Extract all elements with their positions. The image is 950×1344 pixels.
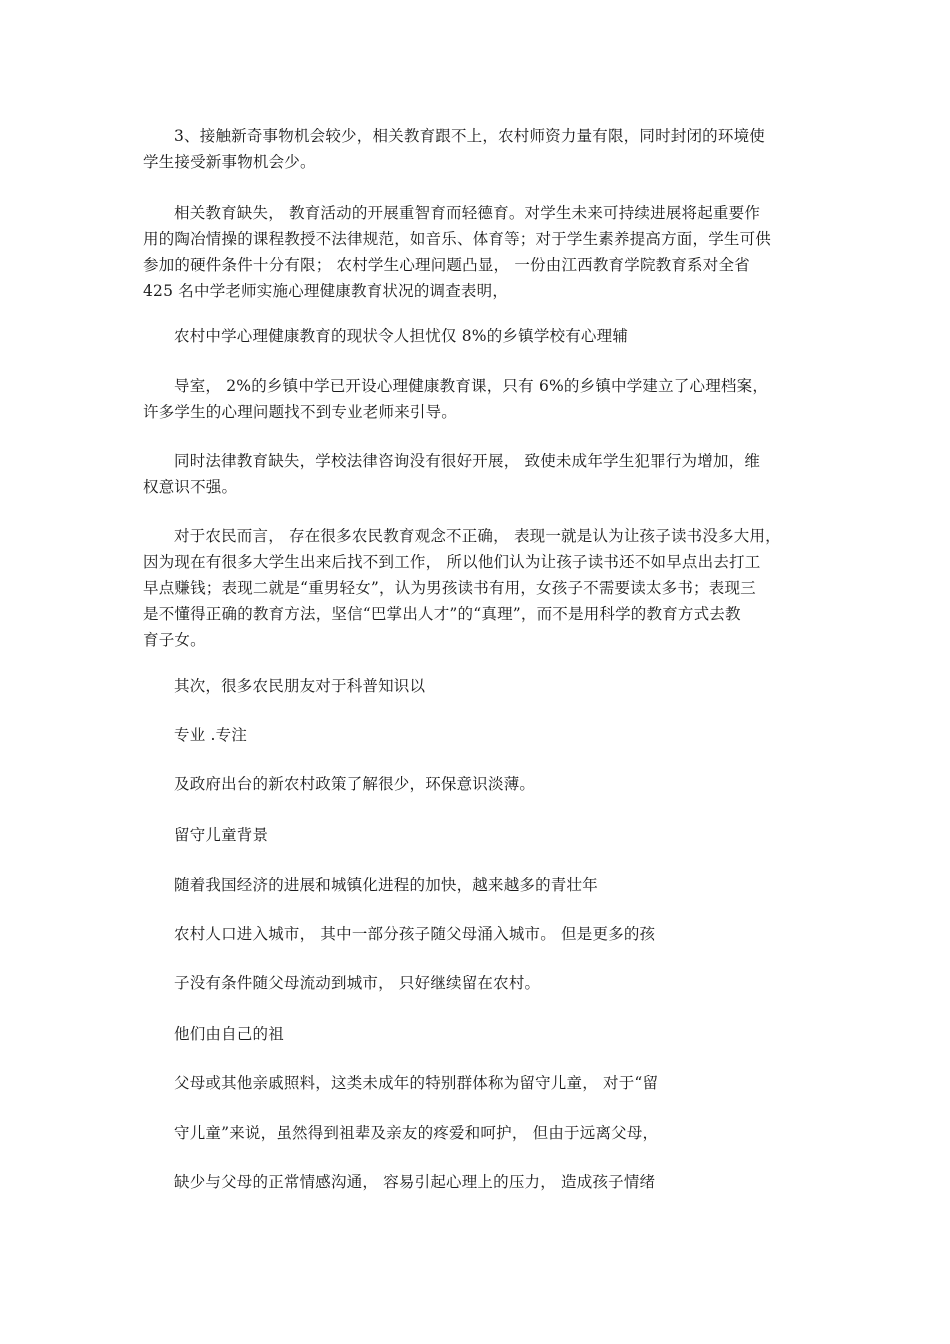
text-line: 缺少与父母的正常情感沟通， 容易引起心理上的压力， 造成孩子情绪 bbox=[174, 1173, 656, 1191]
text-line: 农村人口进入城市， 其中一部分孩子随父母涌入城市。 但是更多的孩 bbox=[174, 925, 656, 943]
text-line: 他们由自己的祖 bbox=[174, 1025, 284, 1043]
text-line: 是不懂得正确的教育方法，坚信“巴掌出人才”的“真理”，而不是用科学的教育方式去教 bbox=[143, 605, 741, 623]
text-line: 子没有条件随父母流动到城市， 只好继续留在农村。 bbox=[174, 974, 541, 992]
paragraph-2 bbox=[143, 200, 811, 304]
paragraph-5 bbox=[143, 448, 811, 500]
text-line: 专业 .专注 bbox=[174, 726, 248, 744]
paragraph-6 bbox=[143, 523, 811, 653]
text-line: 父母或其他亲戚照料，这类未成年的特别群体称为留守儿童， 对于“留 bbox=[174, 1074, 659, 1092]
text-line: 随着我国经济的进展和城镇化进程的加快，越来越多的青壮年 bbox=[174, 876, 598, 894]
text-line: 同时法律教育缺失，学校法律咨询没有很好开展， 致使未成年学生犯罪行为增加，维 bbox=[174, 452, 761, 470]
text-line: 3、接触新奇事物机会较少，相关教育跟不上，农村师资力量有限，同时封闭的环境使 bbox=[174, 127, 765, 145]
text-line: 及政府出台的新农村政策了解很少，环保意识淡薄。 bbox=[174, 775, 536, 793]
text-line: 许多学生的心理问题找不到专业老师来引导。 bbox=[143, 403, 458, 421]
text-line: 其次，很多农民朋友对于科普知识以 bbox=[174, 677, 426, 695]
paragraph-1 bbox=[143, 123, 811, 175]
text-line: 相关教育缺失， 教育活动的开展重智育而轻德育。对学生未来可持续进展将起重要作 bbox=[174, 204, 761, 222]
text-line: 因为现在有很多大学生出来后找不到工作， 所以他们认为让孩子读书还不如早点出去打工 bbox=[143, 553, 761, 571]
text-line: 育子女。 bbox=[143, 631, 206, 649]
text-line: 用的陶冶情操的课程教授不法律规范，如音乐、体育等；对于学生素养提高方面，学生可供 bbox=[143, 230, 772, 248]
text-line: 对于农民而言， 存在很多农民教育观念不正确， 表现一就是认为让孩子读书没多大用， bbox=[174, 527, 781, 545]
text-line: 早点赚钱；表现二就是“重男轻女”，认为男孩读书有用，女孩子不需要读太多书；表现三 bbox=[143, 579, 756, 597]
text-line: 425 名中学老师实施心理健康教育状况的调查表明， bbox=[143, 282, 509, 300]
text-line: 守儿童”来说，虽然得到祖辈及亲友的疼爱和呵护， 但由于远离父母， bbox=[174, 1124, 659, 1142]
paragraph-4 bbox=[143, 373, 811, 425]
text-line: 农村中学心理健康教育的现状令人担忧仅 8%的乡镇学校有心理辅 bbox=[174, 327, 629, 345]
text-line: 权意识不强。 bbox=[143, 478, 238, 496]
paragraph-3 bbox=[143, 323, 811, 349]
text-line: 导室， 2%的乡镇中学已开设心理健康教育课，只有 6%的乡镇中学建立了心理档案， bbox=[174, 377, 769, 395]
section-heading: 留守儿童背景 bbox=[174, 826, 269, 844]
text-line: 参加的硬件条件十分有限； 农村学生心理问题凸显， 一份由江西教育学院教育系对全省 bbox=[143, 256, 750, 274]
text-line: 学生接受新事物机会少。 bbox=[143, 153, 316, 171]
